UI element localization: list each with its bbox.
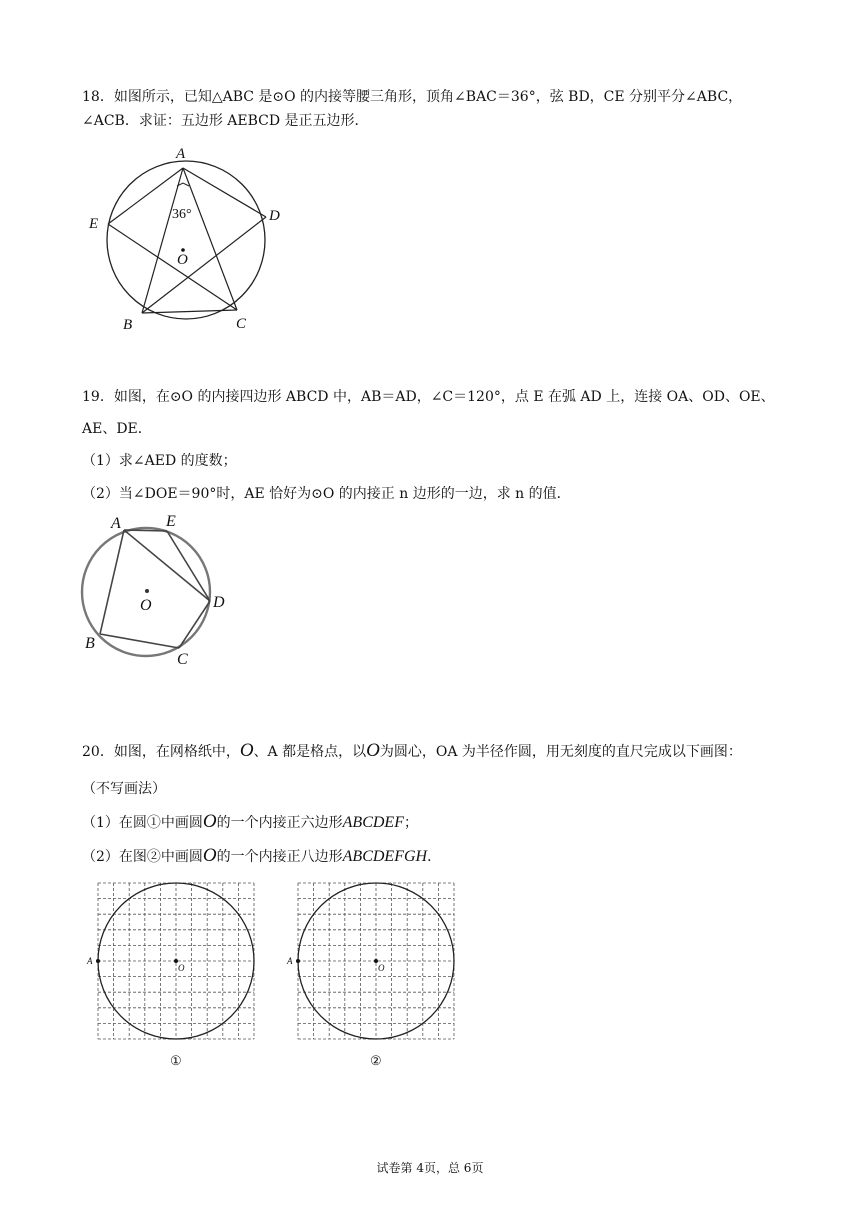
q20-part2-o: O xyxy=(202,845,217,866)
q20-text-a: 20．如图，在网格纸中， xyxy=(82,744,240,760)
q20-label-a-1: A xyxy=(87,956,93,966)
q20-grid-figure-1 xyxy=(82,878,262,1068)
q19-label-o: O xyxy=(140,597,152,614)
q20-part1-a: （1）在圆①中画圆 xyxy=(82,815,203,831)
q20-caption-1: ① xyxy=(170,1053,182,1068)
q18-label-o: O xyxy=(177,252,188,268)
q20-part2 xyxy=(82,845,441,867)
q19-label-e: E xyxy=(166,513,176,530)
q20-symbol-o2: O xyxy=(366,740,380,761)
q20-text-line2: （不写画法） xyxy=(82,781,166,797)
q20-part1-poly: ABCDEF xyxy=(342,814,404,831)
q19-figure xyxy=(78,508,238,668)
q18-label-c: C xyxy=(236,316,247,332)
q18-figure xyxy=(80,140,300,340)
q20-part1-c: ； xyxy=(403,815,418,831)
q20-point-a-2 xyxy=(296,959,300,963)
q19-label-d: D xyxy=(213,594,225,611)
q19-label-a: A xyxy=(111,515,121,532)
q20-part1 xyxy=(82,811,418,833)
q20-part2-c: ． xyxy=(427,849,442,865)
q20-label-o-1: O xyxy=(178,963,185,973)
q20-part2-b: 的一个内接正八边形 xyxy=(216,849,343,865)
q19-label-c: C xyxy=(177,651,188,668)
q20-text-c: 为圆心，OA 为半径作圆，用无刻度的直尺完成以下画图： xyxy=(379,744,742,760)
q19-text-line1: 19．如图，在⊙O 的内接四边形 ABCD 中，AB＝AD，∠C＝120°，点 E 在弧 AD 上，连接 OA、OD、OE、 xyxy=(82,389,775,405)
q18-text-line1: 18．如图所示，已知△ABC 是⊙O 的内接等腰三角形，顶角∠BAC＝36°，弦 BD，CE 分别平分∠ABC， xyxy=(82,89,743,105)
q20-label-o-2: O xyxy=(378,963,385,973)
q18-text-line2: ∠ACB．求证：五边形 AEBCD 是正五边形． xyxy=(82,113,369,129)
q20-symbol-o: O xyxy=(239,740,254,761)
q19-part2: （2）当∠DOE＝90°时，AE 恰好为⊙O 的内接正 n 边形的一边，求 n 的值． xyxy=(82,486,571,502)
q19-text-line2: AE、DE． xyxy=(82,421,152,437)
q20-grid-figure-2 xyxy=(282,878,462,1068)
q18-label-d: D xyxy=(269,208,280,224)
q18-label-e: E xyxy=(89,216,99,232)
q20-text-line1 xyxy=(82,740,742,762)
q19-part1: （1）求∠AED 的度数； xyxy=(82,453,237,469)
q18-angle-label: 36° xyxy=(172,207,192,222)
q20-part2-a: （2）在图②中画圆 xyxy=(82,849,203,865)
q20-caption-2: ② xyxy=(370,1053,382,1068)
q20-point-a-1 xyxy=(96,959,100,963)
q20-part1-b: 的一个内接正六边形 xyxy=(216,815,343,831)
q20-part2-poly: ABCDEFGH xyxy=(342,848,428,865)
q18-star-lines xyxy=(108,168,266,313)
q18-label-a: A xyxy=(176,146,186,162)
q19-label-b: B xyxy=(85,635,95,652)
q19-center-dot xyxy=(145,589,149,593)
page-footer: 试卷第 4页，总 6页 xyxy=(376,1161,484,1175)
q18-label-b: B xyxy=(123,317,133,333)
q20-text-b: 、A 都是格点，以 xyxy=(253,744,367,760)
q20-label-a-2: A xyxy=(287,956,293,966)
q20-part1-o: O xyxy=(202,811,217,832)
